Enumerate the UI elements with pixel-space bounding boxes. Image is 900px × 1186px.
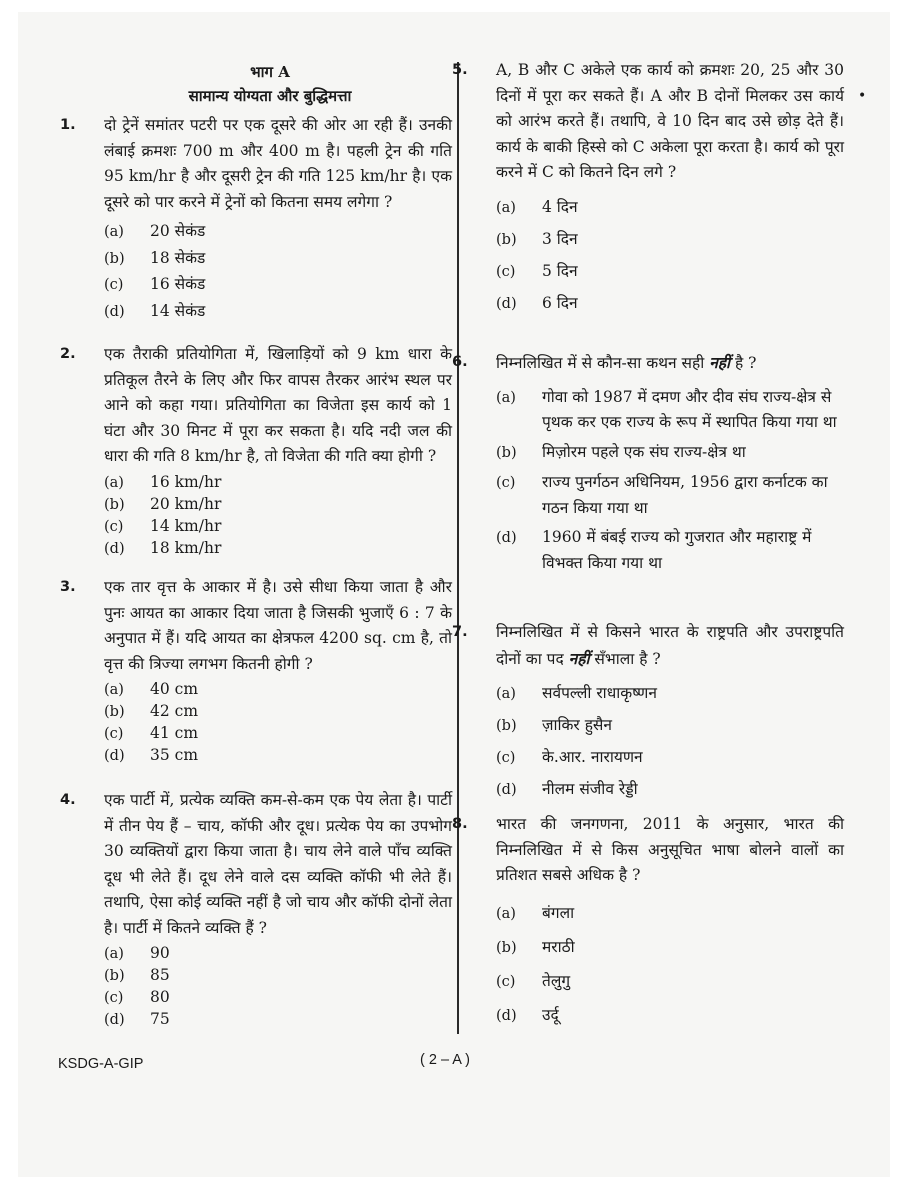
- option-c[interactable]: [496, 470, 844, 521]
- question-stem: [496, 620, 844, 672]
- option-c[interactable]: [496, 742, 844, 774]
- section-title: भाग A: [250, 63, 290, 81]
- option-label: (a): [104, 946, 124, 962]
- option-label: (d): [496, 295, 517, 312]
- option-text: 20 km/hr: [150, 494, 222, 513]
- option-a[interactable]: [496, 192, 844, 224]
- option-text: 85: [150, 966, 170, 984]
- option-b[interactable]: [104, 701, 452, 723]
- stem-text: है ?: [730, 354, 757, 372]
- option-text: 18 सेकंड: [150, 248, 206, 267]
- options-list: [496, 385, 844, 577]
- question-8: [452, 812, 844, 1033]
- option-label: (d): [104, 748, 125, 764]
- question-stem: दो ट्रेनें समांतर पटरी पर एक दूसरे की ओर आ रही हैं। उनकी लंबाई क्रमशः 700 m और 400 m है। पहली ट्रेन की गति 95 km/hr है और दूसरी ट्रेन की गति 125 km/hr है। एक दूसरे को पार करने में ट्रेनों को कितना समय लगेगा ?: [104, 116, 452, 211]
- option-text: 75: [150, 1010, 170, 1028]
- stem-emphasis: नहीं: [709, 353, 731, 372]
- question-6: [452, 350, 844, 576]
- option-text: ज़ाकिर हुसैन: [542, 716, 613, 734]
- section-subtitle: सामान्य योग्यता और बुद्धिमत्ता: [188, 87, 352, 105]
- question-5: [452, 58, 844, 320]
- stem-emphasis: नहीं: [568, 648, 590, 668]
- question-7: [452, 620, 844, 806]
- option-c[interactable]: [496, 256, 844, 288]
- option-label: (d): [496, 1007, 517, 1024]
- options-list: [496, 897, 844, 1033]
- option-label: (b): [496, 939, 517, 956]
- option-d[interactable]: [496, 774, 844, 806]
- option-text: 20 सेकंड: [150, 222, 206, 240]
- option-label: (c): [496, 263, 516, 280]
- option-text: 35 cm: [150, 746, 199, 764]
- option-text: 5 दिन: [542, 261, 578, 280]
- option-label: (c): [104, 990, 124, 1006]
- option-c[interactable]: [104, 516, 452, 538]
- option-label: (a): [496, 686, 516, 702]
- option-label: (b): [496, 231, 517, 248]
- option-b[interactable]: [104, 494, 452, 516]
- option-text: 6 दिन: [542, 293, 578, 312]
- option-b[interactable]: [496, 224, 844, 256]
- question-2: [60, 342, 452, 560]
- option-text: मराठी: [542, 937, 575, 956]
- question-4: [60, 788, 452, 1031]
- option-d[interactable]: [104, 299, 452, 326]
- question-number: 5.: [452, 62, 468, 78]
- option-c[interactable]: [104, 987, 452, 1009]
- option-label: (b): [104, 250, 125, 267]
- question-3: [60, 575, 452, 767]
- option-a[interactable]: [104, 219, 452, 246]
- option-text: के.आर. नारायणन: [542, 748, 643, 766]
- question-stem: A, B और C अकेले एक कार्य को क्रमशः 20, 25 और 30 दिनों में पूरा कर सकते हैं। A और B दोनों मिलकर उस कार्य को आरंभ करते हैं। तथापि, वे 10 दिन बाद उसे छोड़ देते हैं। कार्य के बाकी हिस्से को C अकेला पूरा करता है। कार्य को पूरा करने में C को कितने दिन लगे ?: [496, 61, 844, 181]
- option-label: (a): [104, 224, 124, 240]
- option-d[interactable]: [104, 745, 452, 767]
- option-text: 40 cm: [150, 680, 199, 698]
- option-text: तेलुगु: [542, 971, 571, 990]
- option-b[interactable]: [496, 710, 844, 742]
- question-number: 4.: [60, 792, 76, 808]
- option-label: (a): [496, 389, 516, 406]
- question-stem: एक पार्टी में, प्रत्येक व्यक्ति कम-से-कम एक पेय लेता है। पार्टी में तीन पेय हैं – चाय, कॉफी और दूध। प्रत्येक पेय का उपभोग 30 व्यक्तियों द्वारा किया जाता है। चाय लेने वाले पाँच व्यक्ति दूध भी लेते हैं। दूध लेने वाले दस व्यक्ति कॉफी भी लेते हैं। तथापि, ऐसा कोई व्यक्ति नहीं है जो चाय और कॉफी दोनों लेता है। पार्टी में कितने व्यक्ति हैं ?: [104, 791, 452, 937]
- question-number: 8.: [452, 816, 468, 832]
- option-text: उर्दू: [542, 1005, 559, 1024]
- option-label: (d): [496, 530, 517, 546]
- stem-text: निम्नलिखित में से कौन-सा कथन सही: [496, 354, 710, 372]
- option-label: (b): [104, 704, 125, 720]
- option-label: (b): [104, 496, 125, 513]
- option-a[interactable]: [104, 679, 452, 701]
- option-label: (c): [104, 726, 124, 742]
- question-number: 7.: [452, 624, 468, 640]
- options-list: [496, 192, 844, 320]
- option-d[interactable]: [104, 538, 452, 560]
- option-label: (d): [104, 1012, 125, 1028]
- question-stem: एक तैराकी प्रतियोगिता में, खिलाड़ियों को 9 km धारा के प्रतिकूल तैरने के लिए और फिर वापस तैरकर आरंभ स्थल पर आने को कहा गया। प्रतियोगिता का विजेता इस कार्य को 1 घंटा और 30 मिनट में पूरा कर सकता है। यदि नदी जल की धारा की गति 8 km/hr है, तो विजेता की गति क्या होगी ?: [104, 345, 452, 465]
- option-label: (d): [104, 303, 125, 320]
- option-d[interactable]: [104, 1009, 452, 1031]
- option-a[interactable]: [496, 385, 844, 436]
- question-number: 3.: [60, 579, 76, 595]
- option-c[interactable]: [496, 965, 844, 999]
- option-label: (b): [496, 718, 517, 734]
- option-c[interactable]: [104, 272, 452, 299]
- booklet-code: KSDG-A-GIP: [58, 1056, 144, 1072]
- option-label: (a): [104, 474, 124, 491]
- option-text: 80: [150, 988, 170, 1006]
- option-text: 14 km/hr: [150, 516, 222, 535]
- option-text: 16 सेकंड: [150, 275, 206, 293]
- option-text: 16 km/hr: [150, 472, 222, 491]
- column-divider: [457, 62, 459, 1034]
- question-number: 2.: [60, 346, 76, 362]
- option-b[interactable]: [104, 246, 452, 273]
- option-label: (c): [496, 973, 516, 990]
- option-a[interactable]: [104, 472, 452, 494]
- option-text: राज्य पुनर्गठन अधिनियम, 1956 द्वारा कर्नाटक का गठन किया गया था: [542, 473, 828, 517]
- option-text: 14 सेकंड: [150, 301, 206, 320]
- option-text: नीलम संजीव रेड्डी: [542, 780, 638, 798]
- options-list: [104, 943, 452, 1031]
- question-stem: [496, 350, 844, 377]
- option-text: 3 दिन: [542, 229, 578, 248]
- option-label: (c): [104, 277, 124, 293]
- option-text: गोवा को 1987 में दमण और दीव संघ राज्य-क्षेत्र से पृथक कर एक राज्य के रूप में स्थापित किया गया था: [542, 387, 837, 431]
- option-label: (c): [496, 475, 516, 491]
- option-a[interactable]: [104, 943, 452, 965]
- question-stem: भारत की जनगणना, 2011 के अनुसार, भारत की निम्नलिखित में से किस अनुसूचित भाषा बोलने वालों का प्रतिशत सबसे अधिक है ?: [496, 815, 844, 884]
- option-text: 18 km/hr: [150, 538, 222, 557]
- option-label: (a): [496, 905, 516, 922]
- option-c[interactable]: [104, 723, 452, 745]
- option-label: (c): [104, 518, 124, 535]
- option-text: 1960 में बंबई राज्य को गुजरात और महाराष्ट्र में विभक्त किया गया था: [542, 528, 812, 572]
- option-label: (d): [104, 540, 125, 557]
- option-label: (b): [104, 968, 125, 984]
- options-list: [496, 678, 844, 806]
- option-text: मिज़ोरम पहले एक संघ राज्य-क्षेत्र था: [542, 442, 746, 461]
- option-text: 4 दिन: [542, 197, 578, 216]
- option-d[interactable]: [496, 288, 844, 320]
- stem-text: निम्नलिखित में से किसने भारत के राष्ट्रपति और उपराष्ट्रपति दोनों का पद: [496, 623, 844, 668]
- option-label: (d): [496, 782, 517, 798]
- option-d[interactable]: [496, 999, 844, 1033]
- options-list: [104, 472, 452, 560]
- option-label: (c): [496, 750, 516, 766]
- question-number: 1.: [60, 117, 76, 133]
- question-stem: एक तार वृत्त के आकार में है। उसे सीधा किया जाता है और पुनः आयत का आकार दिया जाता है जिसकी भुजाएँ 6 : 7 के अनुपात में हैं। यदि आयत का क्षेत्रफल 4200 sq. cm है, तो वृत्त की त्रिज्या लगभग कितनी होगी ?: [104, 578, 452, 673]
- option-b[interactable]: [496, 931, 844, 965]
- option-text: 90: [150, 944, 170, 962]
- option-text: सर्वपल्ली राधाकृष्णन: [542, 684, 657, 702]
- option-b[interactable]: [496, 440, 844, 467]
- option-label: (a): [496, 199, 516, 216]
- question-1: [60, 113, 452, 325]
- option-a[interactable]: [496, 678, 844, 710]
- option-text: बंगला: [542, 903, 575, 922]
- option-b[interactable]: [104, 965, 452, 987]
- option-label: (b): [496, 444, 517, 461]
- option-text: 41 cm: [150, 724, 199, 742]
- stem-text: सँभाला है ?: [589, 649, 661, 668]
- option-label: (a): [104, 682, 124, 698]
- option-d[interactable]: [496, 525, 844, 576]
- options-list: [104, 679, 452, 767]
- question-number: 6.: [452, 354, 468, 370]
- options-list: [104, 219, 452, 325]
- option-a[interactable]: [496, 897, 844, 931]
- option-text: 42 cm: [150, 702, 199, 720]
- margin-dot: •: [858, 88, 867, 104]
- page-number: ( 2 – A ): [420, 1052, 470, 1068]
